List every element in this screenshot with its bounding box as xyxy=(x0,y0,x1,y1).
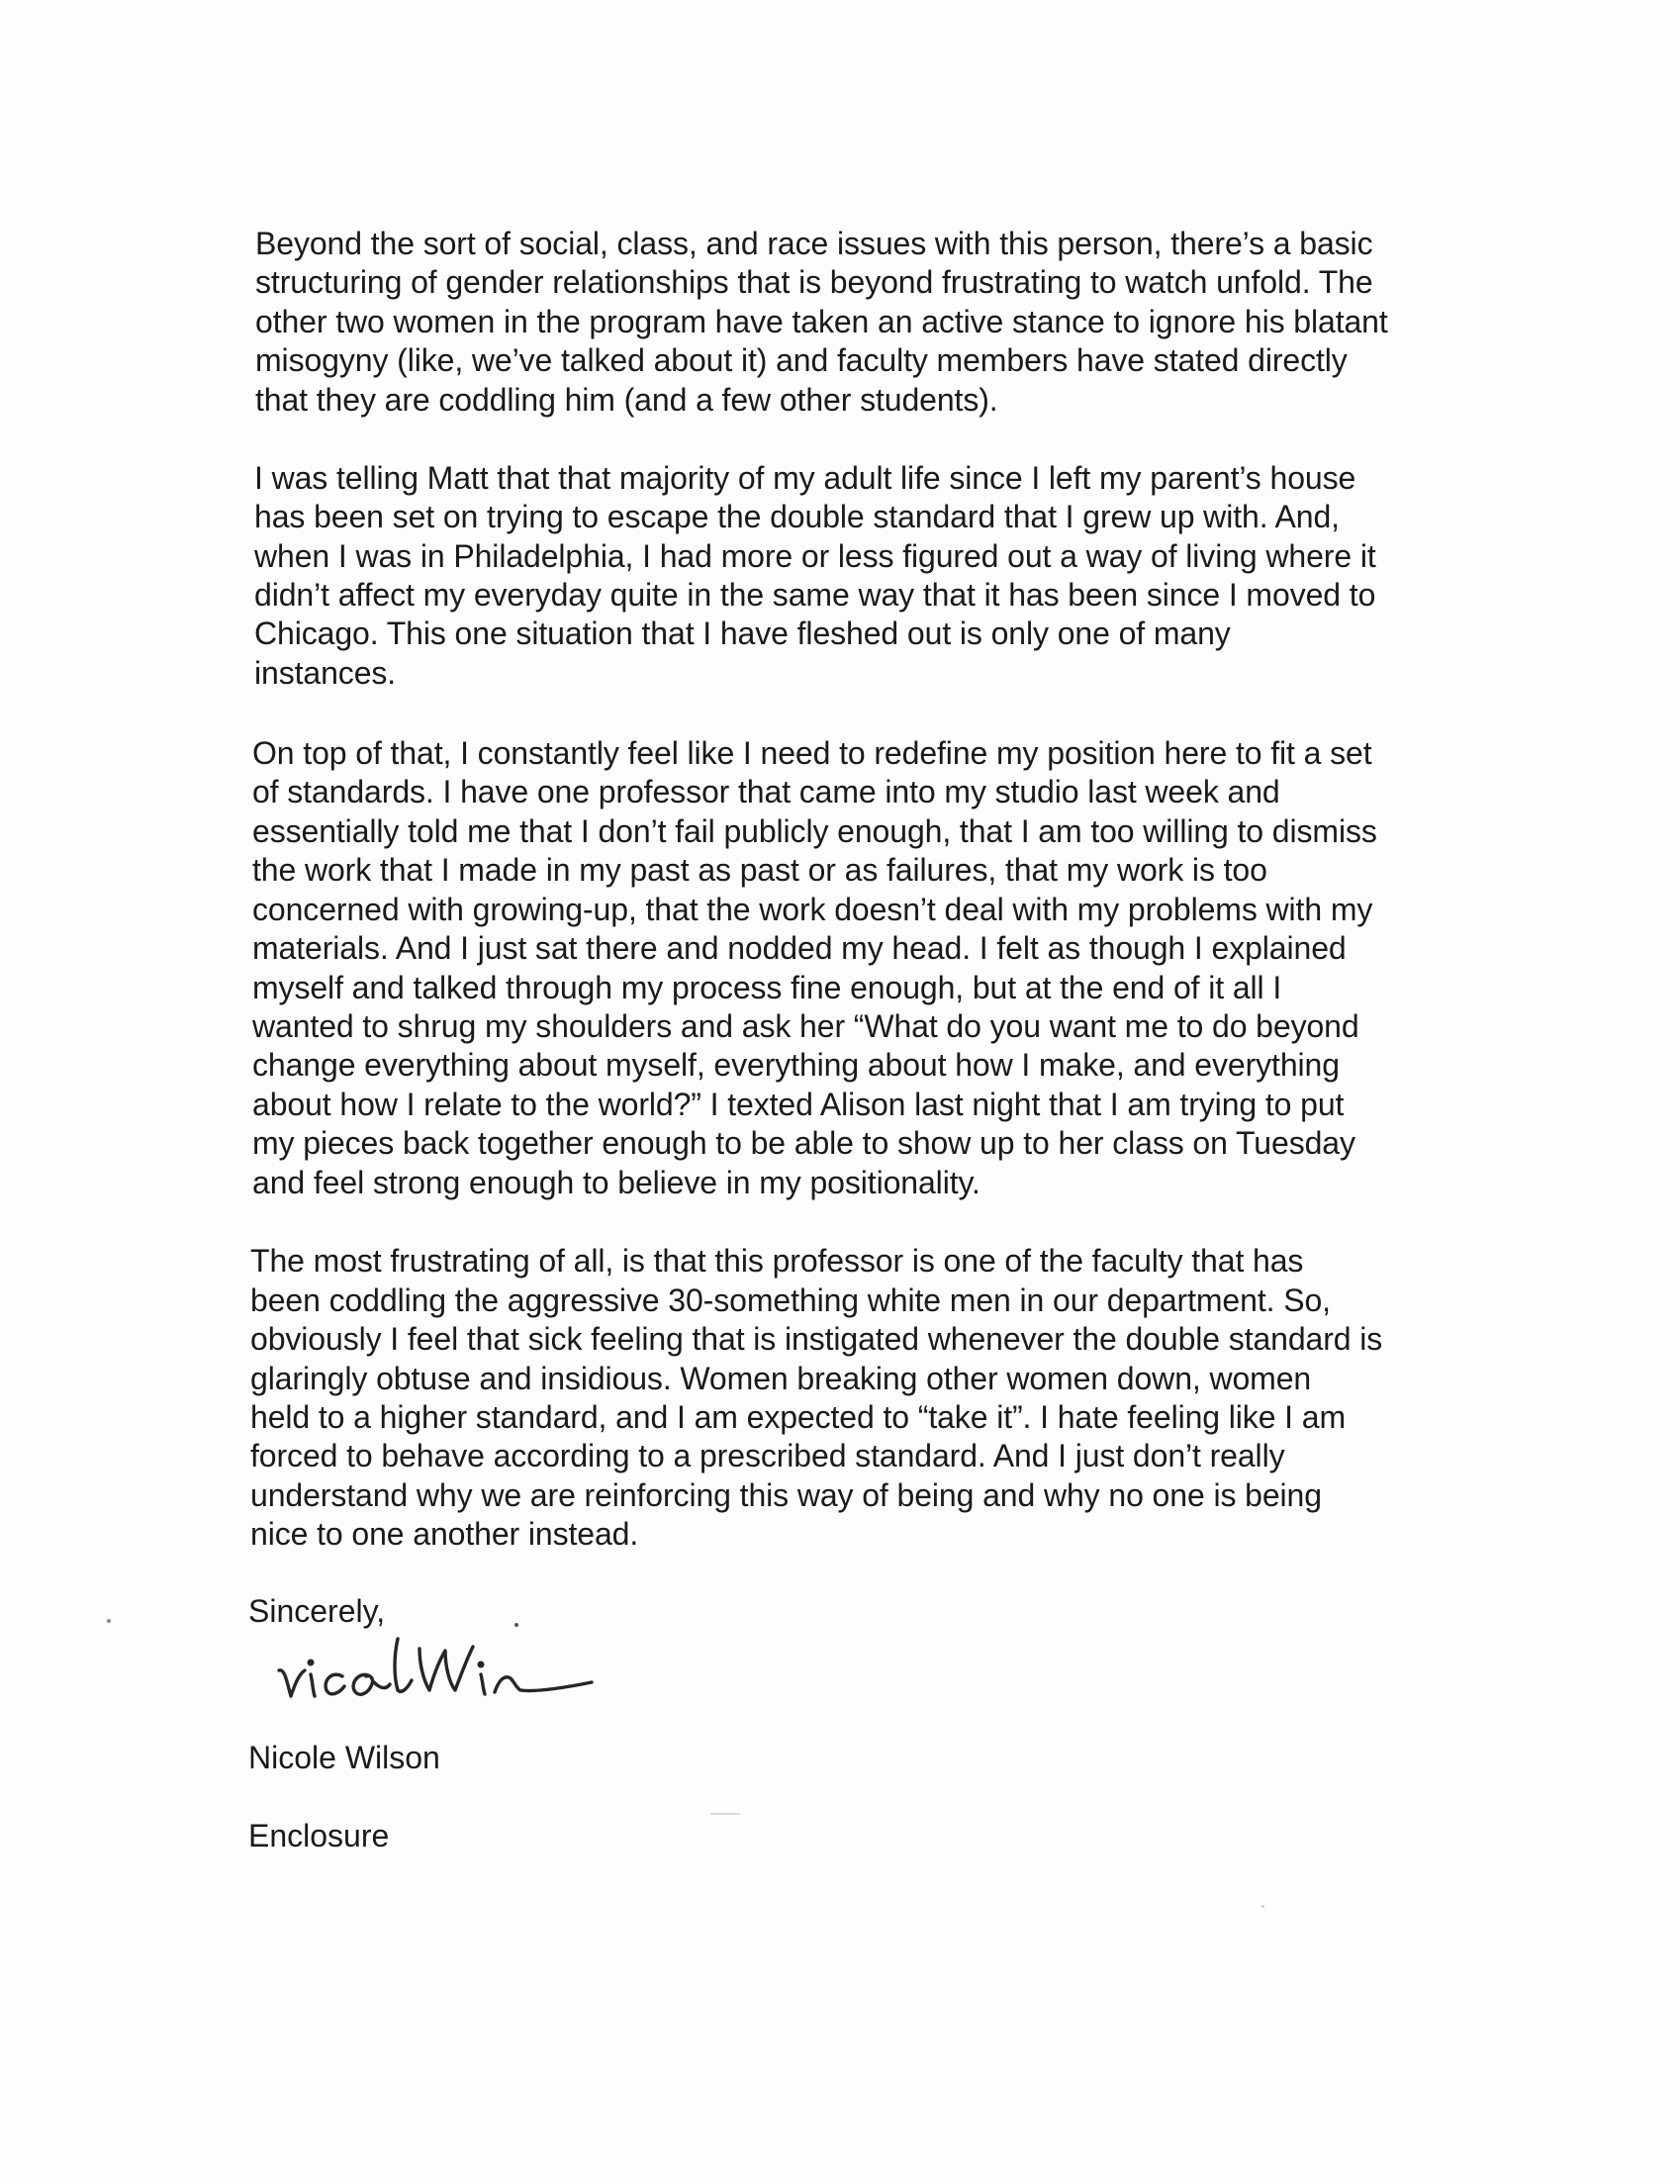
scan-speck xyxy=(107,1619,111,1623)
paragraph-line: The most frustrating of all, is that this professor is one of the faculty that has xyxy=(250,1243,1304,1279)
paragraph-line: other two women in the program have taken an active stance to ignore his blatant xyxy=(255,304,1388,339)
paragraph-line: On top of that, I constantly feel like I need to redefine my position here to fit a set xyxy=(252,735,1372,771)
paragraph-line: structuring of gender relationships that is beyond frustrating to watch unfold. The xyxy=(255,264,1373,300)
paragraph-line: forced to behave according to a prescribed standard. And I just don’t really xyxy=(250,1438,1285,1473)
paragraph-line: held to a higher standard, and I am expected to “take it”. I hate feeling like I am xyxy=(250,1399,1347,1435)
closing-salutation: Sincerely, xyxy=(248,1593,386,1629)
paragraph-line: my pieces back together enough to be able to show up to her class on Tuesday xyxy=(252,1125,1355,1161)
paragraph-line: obviously I feel that sick feeling that is instigated whenever the double standard is xyxy=(250,1321,1383,1357)
signer-name: Nicole Wilson xyxy=(248,1740,440,1775)
paragraph-line: nice to one another instead. xyxy=(250,1516,639,1552)
paragraph-line: materials. And I just sat there and nodded my head. I felt as though I explained xyxy=(252,930,1347,966)
paragraph-line: misogyny (like, we’ve talked about it) and faculty members have stated directly xyxy=(255,342,1348,378)
paragraph-line: of standards. I have one professor that came into my studio last week and xyxy=(252,774,1280,809)
enclosure-notation: Enclosure xyxy=(248,1818,390,1853)
paragraph-line: the work that I made in my past as past or as failures, that my work is too xyxy=(252,852,1267,888)
paragraph-line: and feel strong enough to believe in my positionality. xyxy=(252,1165,980,1200)
paragraph-line: that they are coddling him (and a few other students). xyxy=(255,382,998,418)
handwritten-signature xyxy=(275,1631,602,1710)
paragraph-line: change everything about myself, everything about how I make, and everything xyxy=(252,1047,1340,1083)
paragraph-line: Chicago. This one situation that I have fleshed out is only one of many xyxy=(254,616,1231,651)
paragraph-line: Beyond the sort of social, class, and race issues with this person, there’s a basic xyxy=(255,226,1373,261)
paragraph-line: understand why we are reinforcing this way of being and why no one is being xyxy=(250,1477,1322,1513)
paragraph-line: I was telling Matt that that majority of my adult life since I left my parent’s house xyxy=(254,460,1356,496)
scan-speck xyxy=(710,1813,740,1815)
paragraph-line: when I was in Philadelphia, I had more or less figured out a way of living where it xyxy=(254,538,1376,574)
paragraph-line: glaringly obtuse and insidious. Women breaking other women down, women xyxy=(250,1361,1312,1396)
scan-speck xyxy=(1261,1905,1264,1908)
paragraph-line: didn’t affect my everyday quite in the same way that it has been since I moved to xyxy=(254,577,1376,613)
paragraph-line: been coddling the aggressive 30-something white men in our department. So, xyxy=(250,1282,1331,1318)
scan-speck xyxy=(514,1623,518,1627)
paragraph-line: has been set on trying to escape the double standard that I grew up with. And, xyxy=(254,499,1340,534)
paragraph-line: wanted to shrug my shoulders and ask her “What do you want me to do beyond xyxy=(252,1008,1359,1044)
paragraph-line: myself and talked through my process fine enough, but at the end of it all I xyxy=(252,970,1282,1005)
paragraph-line: about how I relate to the world?” I texted Alison last night that I am trying to put xyxy=(252,1087,1345,1122)
paragraph-line: essentially told me that I don’t fail publicly enough, that I am too willing to dismiss xyxy=(252,813,1377,849)
paragraph-line: concerned with growing-up, that the work doesn’t deal with my problems with my xyxy=(252,892,1373,927)
paragraph-line: instances. xyxy=(254,655,397,691)
